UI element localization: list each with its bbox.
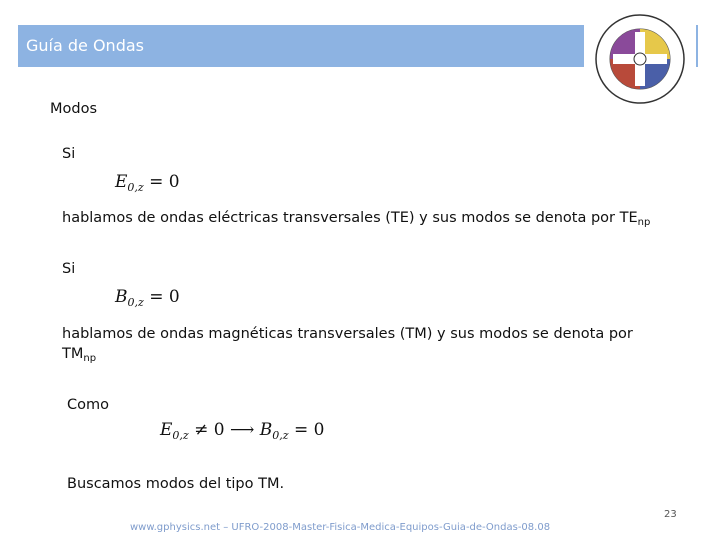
footer-url: www.gphysics.net – UFRO-2008-Master-Fisica-Medica-Equipos-Guia-de-Ondas-08.08	[130, 522, 551, 533]
si-label-1: Si	[62, 146, 76, 162]
slide-title: Guía de Ondas	[26, 36, 144, 55]
equation-b-zero: $B_{0,z} = 0$	[115, 287, 180, 309]
si-label-2: Si	[62, 261, 76, 277]
equation-e-zero: $E_{0,z} = 0$	[115, 172, 180, 194]
como-label: Como	[67, 397, 109, 413]
page-number: 23	[664, 509, 677, 520]
tm-description-line2: $TM_{np}$	[62, 346, 97, 364]
section-heading: Modos	[50, 101, 98, 117]
university-logo	[584, 10, 696, 108]
conclusion-text: Buscamos modos del tipo TM.	[67, 476, 285, 492]
tm-description-line1: hablamos de ondas magnéticas transversales (TM) y sus modos se denota por	[62, 326, 633, 342]
te-description: hablamos de ondas eléctricas transversales (TE) y sus modos se denota por $TE_{np}$	[62, 210, 651, 228]
equation-implication: $E_{0,z} \ne 0$ ⟶ $B_{0,z} = 0$	[160, 420, 325, 442]
